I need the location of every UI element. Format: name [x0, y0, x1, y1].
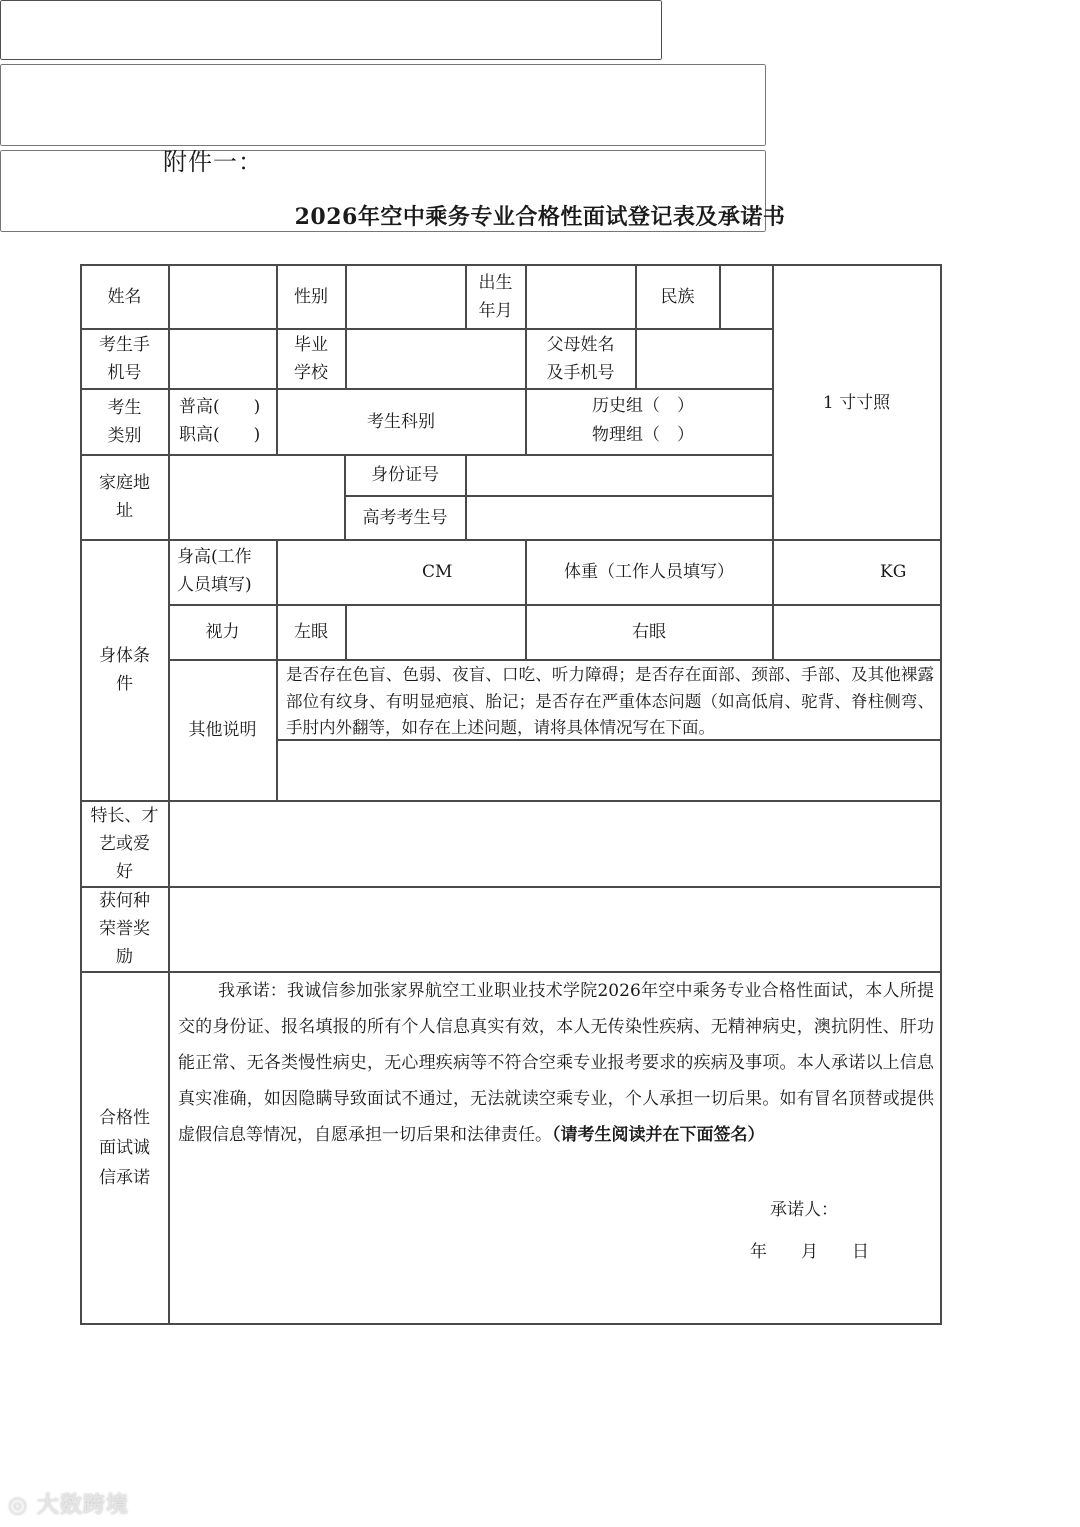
category-options	[179, 392, 274, 452]
pledge-label	[81, 972, 168, 1323]
height-input[interactable]	[281, 545, 415, 601]
birth-label-line1: 出生	[478, 272, 513, 293]
signer-label: 承诺人：	[770, 1200, 838, 1220]
address-input[interactable]	[172, 460, 344, 536]
body-label-line2: 件	[116, 674, 133, 694]
talent-label	[81, 801, 168, 886]
category-label-line2: 类别	[107, 425, 142, 446]
watermark-text: 大数跨境	[36, 1493, 129, 1518]
row-divider-body	[80, 800, 942, 802]
height-label	[177, 543, 275, 603]
table-border-bottom	[80, 1323, 942, 1325]
other-input[interactable]	[0, 0, 662, 60]
col-divider-body-sub	[276, 539, 278, 801]
category-label-line1: 考生	[107, 397, 142, 418]
weight-input[interactable]	[776, 545, 880, 601]
ethnicity-input[interactable]	[722, 270, 772, 326]
other-instructions: 是否存在色盲、色弱、夜盲、口吃、听力障碍；是否存在面部、颈部、手部、及其他裸露部位有纹身、有明显疤痕、胎记；是否存在严重体态问题（如高低肩、驼背、脊柱侧弯、手肘内外翻等，如存在上述问题，请将具体情况写在下面。	[286, 665, 934, 737]
phone-input[interactable]	[172, 333, 276, 385]
pledge-label-line1: 合格性	[99, 1107, 150, 1128]
vision-label: 视力	[205, 622, 240, 642]
school-input[interactable]	[349, 333, 525, 385]
school-label-line2: 学校	[294, 362, 328, 383]
address-label-line1: 家庭地	[99, 473, 150, 493]
row-divider-1	[80, 328, 772, 330]
option-vocational[interactable]: 职高( )	[179, 425, 261, 445]
school-label	[277, 329, 345, 388]
watermark-icon: ◎	[8, 1493, 37, 1518]
col-divider-left-eye	[345, 604, 347, 660]
col-divider-b	[345, 264, 347, 329]
left-eye-label: 左眼	[294, 622, 328, 642]
talent-input[interactable]	[0, 64, 766, 146]
row-divider-vision	[168, 659, 942, 661]
col-divider-body-right	[772, 539, 774, 660]
parent-label-line2: 及手机号	[546, 362, 615, 383]
talent-label-line1: 特长、才	[90, 805, 159, 826]
photo-box[interactable]	[773, 265, 940, 539]
subject-options	[526, 389, 772, 454]
honors-label-line3: 励	[116, 947, 133, 967]
parent-label	[526, 329, 635, 388]
name-label: 姓名	[107, 286, 142, 307]
option-general[interactable]: 普高( )	[179, 397, 261, 417]
name-input[interactable]	[172, 270, 276, 326]
right-eye-label: 右眼	[632, 622, 666, 642]
birth-label-line2: 年月	[478, 300, 513, 321]
birth-label	[466, 265, 525, 328]
date-label[interactable]: 年 月 日	[750, 1242, 869, 1262]
pledge-sign-instruction: （请考生阅读并在下面签名）	[552, 1125, 765, 1145]
honors-label	[81, 887, 168, 971]
left-eye-input[interactable]	[349, 608, 525, 658]
right-eye-input[interactable]	[776, 608, 940, 658]
signer-input[interactable]	[840, 1196, 938, 1226]
table-border-right	[940, 264, 942, 1324]
col-divider-school	[345, 328, 347, 389]
weight-label: 体重（工作人员填写）	[564, 562, 734, 582]
height-unit: CM	[422, 562, 453, 582]
subject-label: 考生科别	[367, 411, 435, 432]
pledge-text	[178, 973, 934, 1153]
watermark-logo	[8, 1488, 129, 1519]
pledge-label-line2: 面试诚	[99, 1137, 150, 1158]
address-label-line2: 址	[116, 501, 133, 521]
pledge-text-body: 我承诺：我诚信参加张家界航空工业职业技术学院2026年空中乘务专业合格性面试，本人所提交的身份证、报名填报的所有个人信息真实有效，本人无传染性疾病、无精神病史，澳抗阴性、肝功能正常、无各类慢性病史，无心理疾病等不符合空乘专业报考要求的疾病及事项。本人承诺以上信息真实准确，如因隐瞒导致面试不通过，无法就读空乘专业，个人承担一切后果。如有冒名顶替或提供虚假信息等情况，自愿承担一切后果和法律责任。	[178, 981, 934, 1145]
body-label-line1: 身体条	[99, 646, 150, 666]
talent-label-line3: 好	[116, 861, 133, 882]
row-divider-talent	[80, 886, 942, 888]
ethnicity-label: 民族	[660, 286, 695, 307]
page-title: 2026年空中乘务专业合格性面试登记表及承诺书	[294, 204, 786, 230]
option-physics[interactable]: 物理组（ ）	[592, 425, 694, 445]
exam-no-label: 高考考生号	[362, 507, 448, 528]
address-label	[81, 455, 168, 539]
category-label	[81, 389, 168, 454]
honors-label-line1: 获何种	[99, 891, 150, 911]
option-history[interactable]: 历史组（ ）	[592, 396, 694, 416]
col-divider-f	[719, 264, 721, 329]
col-divider-id	[465, 454, 467, 540]
school-label-line1: 毕业	[294, 334, 328, 355]
phone-label	[81, 329, 168, 388]
other-label: 其他说明	[188, 720, 257, 740]
exam-no-input[interactable]	[469, 499, 771, 537]
parent-input[interactable]	[639, 333, 772, 385]
height-label-line1: 身高(工作	[177, 547, 252, 567]
phone-label-line2: 机号	[107, 362, 142, 383]
weight-unit: KG	[880, 562, 907, 582]
id-input[interactable]	[469, 458, 771, 494]
body-section-label	[81, 540, 168, 800]
birth-input[interactable]	[529, 270, 635, 326]
id-label: 身份证号	[371, 465, 439, 485]
phone-label-line1: 考生手	[99, 334, 150, 355]
gender-input[interactable]	[349, 270, 465, 326]
height-label-line2: 人员填写)	[177, 575, 252, 595]
pledge-label-line3: 信承诺	[99, 1167, 150, 1188]
parent-label-line1: 父母姓名	[546, 334, 615, 355]
honors-label-line2: 荣誉奖	[99, 919, 150, 939]
attachment-label: 附件一：	[163, 148, 263, 176]
photo-label: 1 寸寸照	[822, 393, 891, 413]
talent-label-line2: 艺或爱	[99, 833, 150, 854]
gender-label: 性别	[294, 286, 328, 307]
row-divider-4	[80, 539, 942, 541]
